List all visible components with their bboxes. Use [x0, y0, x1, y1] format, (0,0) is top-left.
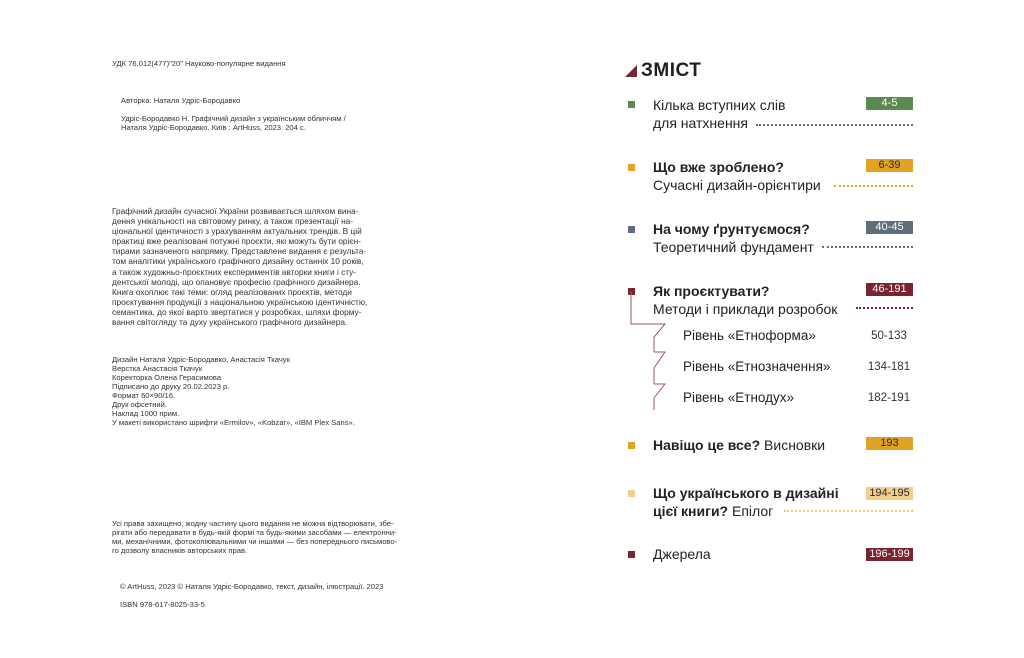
toc-entry-subtitle: Теоретичний фундамент: [653, 239, 814, 255]
credit-line: Формат 60×90/16.: [112, 391, 176, 400]
page-range-badge: 46-191: [866, 283, 913, 296]
annotation-line: дення унікальності на світовому ринку, а також презентації на-: [112, 216, 354, 227]
page-range-badge: 4-5: [866, 97, 913, 110]
credit-line: Наклад 1000 прим.: [112, 409, 180, 418]
toc-entry-conclusions[interactable]: [653, 436, 825, 454]
level-ethnoform[interactable]: Рівень «Етноформа»: [683, 328, 816, 343]
annotation-line: Графічний дизайн сучасної України розвивається шляхом вина-: [112, 206, 359, 216]
toc-entry-title: Джерела: [653, 546, 711, 562]
toc-entry-sources[interactable]: [653, 545, 711, 563]
annotation-line: проєктування продукції з національною українською ідентичністю,: [112, 296, 368, 307]
author-line: Авторка: Наталя Удріс-Бородавко: [121, 96, 241, 105]
annotation-line: тирами зазначеного напрямку. Представлене видання є результа-: [112, 246, 367, 257]
credit-line: Дизайн Наталя Удріс-Бородавко, Анастасія Ткачук: [112, 355, 290, 364]
level-ethnospirit[interactable]: Рівень «Етнодух»: [683, 390, 795, 405]
credit-line: Коректорка Олена Герасимова: [112, 373, 222, 382]
toc-entry-subtitle: для натхнення: [653, 115, 748, 131]
credit-line: У макеті використано шрифти «Ermilov», «Kobzar», «IBM Plex Sans».: [112, 418, 355, 427]
page-range-badge: 193: [866, 437, 913, 450]
citation-line-2: Наталя Удріс-Бородавко. Київ : ArtHuss, 2023. 204 с.: [121, 123, 306, 132]
toc-entry-subtitle: Епілог: [728, 503, 774, 519]
toc-entry-subtitle: Методи і приклади розробок: [653, 301, 838, 317]
citation-line-1: Удріс-Бородавко Н. Графічний дизайн з українським обличчям /: [121, 114, 346, 123]
level-pages: 50-133: [871, 330, 907, 342]
toc-entry-title: Навіщо це все?: [653, 437, 761, 453]
annotation-line: практиці вже реалізовані потужні проєкти, які можуть бути орієн-: [112, 236, 361, 247]
annotation-line: семантика, до якої варто звертатися у розробках, шляхи форму-: [112, 306, 362, 317]
credit-line: Підписано до друку 20.02.2023 р.: [112, 382, 230, 391]
annotation-line: ціональної ідентичності з урахуванням актуальних трендів. В цій: [112, 226, 362, 237]
isbn-line: ISBN 978-617-8025-33-5: [120, 600, 205, 609]
toc-entry-subtitle: Висновки: [760, 437, 826, 453]
credit-line: Верстка Анастасія Ткачук: [112, 364, 203, 373]
annotation-line: дентської молоді, що опановує професію графічного дизайнера.: [112, 276, 361, 287]
rights-line: го дозволу власників авторських прав.: [112, 546, 248, 555]
toc-entry-title: Кілька вступних слів: [653, 97, 786, 113]
dot-leader: [784, 510, 913, 512]
level-pages: 134-181: [867, 361, 911, 373]
annotation-line: Книга охоплює такі теми: огляд реалізованих проєктів, методи: [112, 286, 352, 297]
copyright-line: © ArtHuss, 2023 © Наталя Удріс-Бородавко, текст, дизайн, ілюстрації. 2023: [120, 582, 384, 591]
toc-entry-title: Що українського в дизайні: [653, 485, 839, 501]
square-bullet-icon: [628, 551, 635, 558]
toc-entry-subtitle: Сучасні дизайн-орієнтири: [653, 177, 821, 193]
rights-line: Усі права захищено, жодну частину цього видання не можна відтворювати, збе-: [112, 519, 394, 528]
toc-entry-title: Що вже зроблено?: [653, 159, 784, 175]
page-range-badge: 40-45: [866, 221, 913, 234]
page-range-badge: 194-195: [866, 487, 913, 500]
level-ethnomeaning[interactable]: Рівень «Етнозначення»: [683, 359, 831, 374]
rights-line: рігати або передавати в будь-якій формі та будь-якими засобами — електронни-: [112, 528, 397, 537]
toc-entry-epilogue[interactable]: [653, 484, 839, 520]
square-bullet-icon: [628, 442, 635, 449]
annotation-line: а також художньо-проєктних експериментів авторки книги і сту-: [112, 266, 357, 277]
square-bullet-icon: [628, 490, 635, 497]
toc-entry-title: цієї книги?: [653, 503, 729, 519]
level-pages: 182-191: [867, 392, 911, 404]
toc-entry-title: Як проєктувати?: [653, 283, 770, 299]
page-range-badge: 196-199: [866, 548, 913, 561]
rights-line: ми, механічними, фотокопіювальними чи іншими — без попереднього письмово-: [112, 537, 398, 546]
annotation-line: том аналітики українського графічного дизайну останніх 10 років,: [112, 256, 364, 267]
udk-line: УДК 76.012(477)"20" Науково-популярне видання: [112, 59, 286, 68]
credit-line: Друк офсетний.: [112, 400, 168, 409]
toc-title: ЗМІСТ: [641, 60, 702, 81]
page-range-badge: 6-39: [866, 159, 913, 172]
toc-entry-title: На чому ґрунтуємося?: [653, 221, 810, 237]
annotation-line: вання світогляду та духу українського графічного дизайнера.: [112, 317, 348, 328]
